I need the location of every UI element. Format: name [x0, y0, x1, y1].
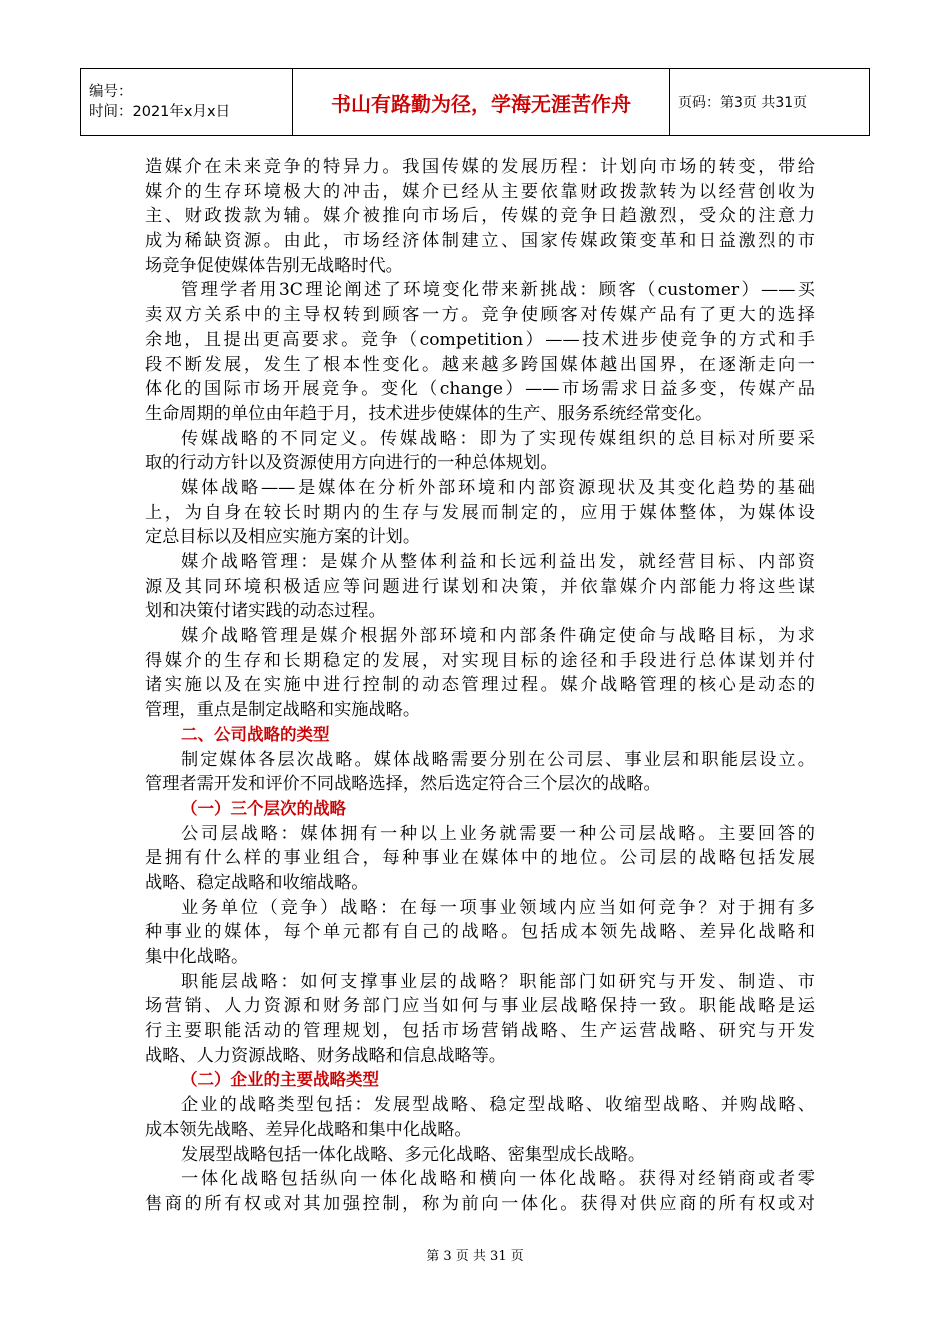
body-text-line: 卖双方关系中的主导权转到顾客一方。竞争使顾客对传媒产品有了更大的选择 [145, 305, 815, 326]
body-text-line: 段不断发展，发生了根本性变化。越来越多跨国媒体越出国界，在逐渐走向一 [145, 354, 815, 375]
body-text-line: 场营销、人力资源和财务部门应当如何与事业层战略保持一致。职能战略是运 [145, 996, 815, 1017]
header-page-info: 页码：第3页 共31页 [670, 69, 870, 136]
body-text-line: 职能层战略：如何支撑事业层的战略？职能部门如研究与开发、制造、市 [181, 971, 815, 992]
body-text-line: 集中化战略。 [145, 947, 249, 967]
body-text-line: 定总目标以及相应实施方案的计划。 [145, 527, 421, 548]
body-text-line: 场竞争促使媒体告别无战略时代。 [145, 255, 403, 276]
body-text-line: 战略、人力资源战略、财务战略和信息战略等。 [145, 1045, 506, 1066]
body-text-line: 余地，且提出更高要求。竞争（competition）——技术进步使竞争的方式和手 [145, 329, 815, 350]
body-text-line: 公司层战略：媒体拥有一种以上业务就需要一种公司层战略。主要回答的 [181, 823, 815, 844]
body-text-line: 源及其同环境积极适应等问题进行谋划和决策，并依靠媒介内部能力将这些谋 [145, 576, 815, 597]
section-heading: （二）企业的主要战略类型 [181, 1070, 379, 1090]
header-motto: 书山有路勤为径，学海无涯苦作舟 [293, 69, 670, 136]
body-text-line: 得媒介的生存和长期稳定的发展，对实现目标的途径和手段进行总体谋划并付 [145, 650, 815, 671]
body-text-line: 管理学者用3C理论阐述了环境变化带来新挑战：顾客（customer）——买 [181, 280, 815, 301]
body-text-line: 管理者需开发和评价不同战略选择，然后选定符合三个层次的战略。 [145, 774, 661, 795]
body-text-line: 业务单位（竞争）战略：在每一项事业领域内应当如何竞争？对于拥有多 [181, 897, 815, 918]
body-text-line: 成为稀缺资源。由此，市场经济体制建立、国家传媒政策变革和日益激烈的市 [145, 231, 815, 252]
body-text-line: 企业的战略类型包括：发展型战略、稳定型战略、收缩型战略、并购战略、 [181, 1095, 815, 1116]
body-text-line: 媒介的生存环境极大的冲击，媒介已经从主要依靠财政拨款转为以经营创收为 [145, 181, 815, 202]
section-heading: （一）三个层次的战略 [181, 798, 346, 818]
body-text-line: 一体化战略包括纵向一体化战略和横向一体化战略。获得对经销商或者零 [181, 1169, 815, 1190]
body-text-line: 传媒战略的不同定义。传媒战略：即为了实现传媒组织的总目标对所要采 [181, 428, 815, 449]
body-text-line: 售商的所有权或对其加强控制，称为前向一体化。获得对供应商的所有权或对 [145, 1193, 815, 1214]
body-text-line: 管理，重点是制定战略和实施战略。 [145, 700, 421, 721]
document-number-label: 编号： [89, 84, 133, 100]
body-text-line: 诸实施以及在实施中进行控制的动态管理过程。媒介战略管理的核心是动态的 [145, 675, 815, 696]
body-text-line: 制定媒体各层次战略。媒体战略需要分别在公司层、事业层和职能层设立。 [181, 749, 815, 770]
page-footer: 第 3 页 共 31 页 [426, 1249, 524, 1264]
document-body [145, 155, 815, 1217]
body-text-line: 是拥有什么样的事业组合，每种事业在媒体中的地位。公司层的战略包括发展 [145, 848, 815, 869]
body-text-line: 种事业的媒体，每个单元都有自己的战略。包括成本领先战略、差异化战略和 [145, 922, 815, 943]
body-text-line: 媒介战略管理：是媒介从整体利益和长远利益出发，就经营目标、内部资 [181, 552, 815, 572]
body-text-line: 上，为自身在较长时期内的生存与发展而制定的，应用于媒体整体，为媒体设 [145, 502, 815, 523]
section-heading: 二、公司战略的类型 [181, 724, 330, 744]
body-text-line: 体化的国际市场开展竞争。变化（change）——市场需求日益多变，传媒产品 [145, 379, 815, 400]
body-text-line: 成本领先战略、差异化战略和集中化战略。 [145, 1119, 472, 1140]
body-text-line: 战略、稳定战略和收缩战略。 [145, 872, 369, 893]
header-meta [81, 69, 293, 136]
body-text-line: 媒体战略——是媒体在分析外部环境和内部资源现状及其变化趋势的基础 [181, 477, 815, 498]
document-time-label: 时间：2021年x月x日 [89, 104, 231, 120]
body-text-line: 媒介战略管理是媒介根据外部环境和内部条件确定使命与战略目标，为求 [181, 626, 815, 647]
body-text-line: 生命周期的单位由年趋于月，技术进步使媒体的生产、服务系统经常变化。 [145, 403, 713, 424]
body-text-line: 造媒介在未来竞争的特异力。我国传媒的发展历程：计划向市场的转变，带给 [145, 157, 815, 177]
body-text-line: 行主要职能活动的管理规划，包括市场营销战略、生产运营战略、研究与开发 [145, 1021, 815, 1042]
body-text-line: 划和决策付诸实践的动态过程。 [145, 601, 386, 622]
body-text-line: 发展型战略包括一体化战略、多元化战略、密集型成长战略。 [181, 1144, 646, 1165]
page-header [80, 68, 870, 136]
body-text-line: 取的行动方针以及资源使用方向进行的一种总体规划。 [145, 453, 558, 474]
body-text-line: 主、财政拨款为辅。媒介被推向市场后，传媒的竞争日趋激烈，受众的注意力 [145, 206, 815, 227]
